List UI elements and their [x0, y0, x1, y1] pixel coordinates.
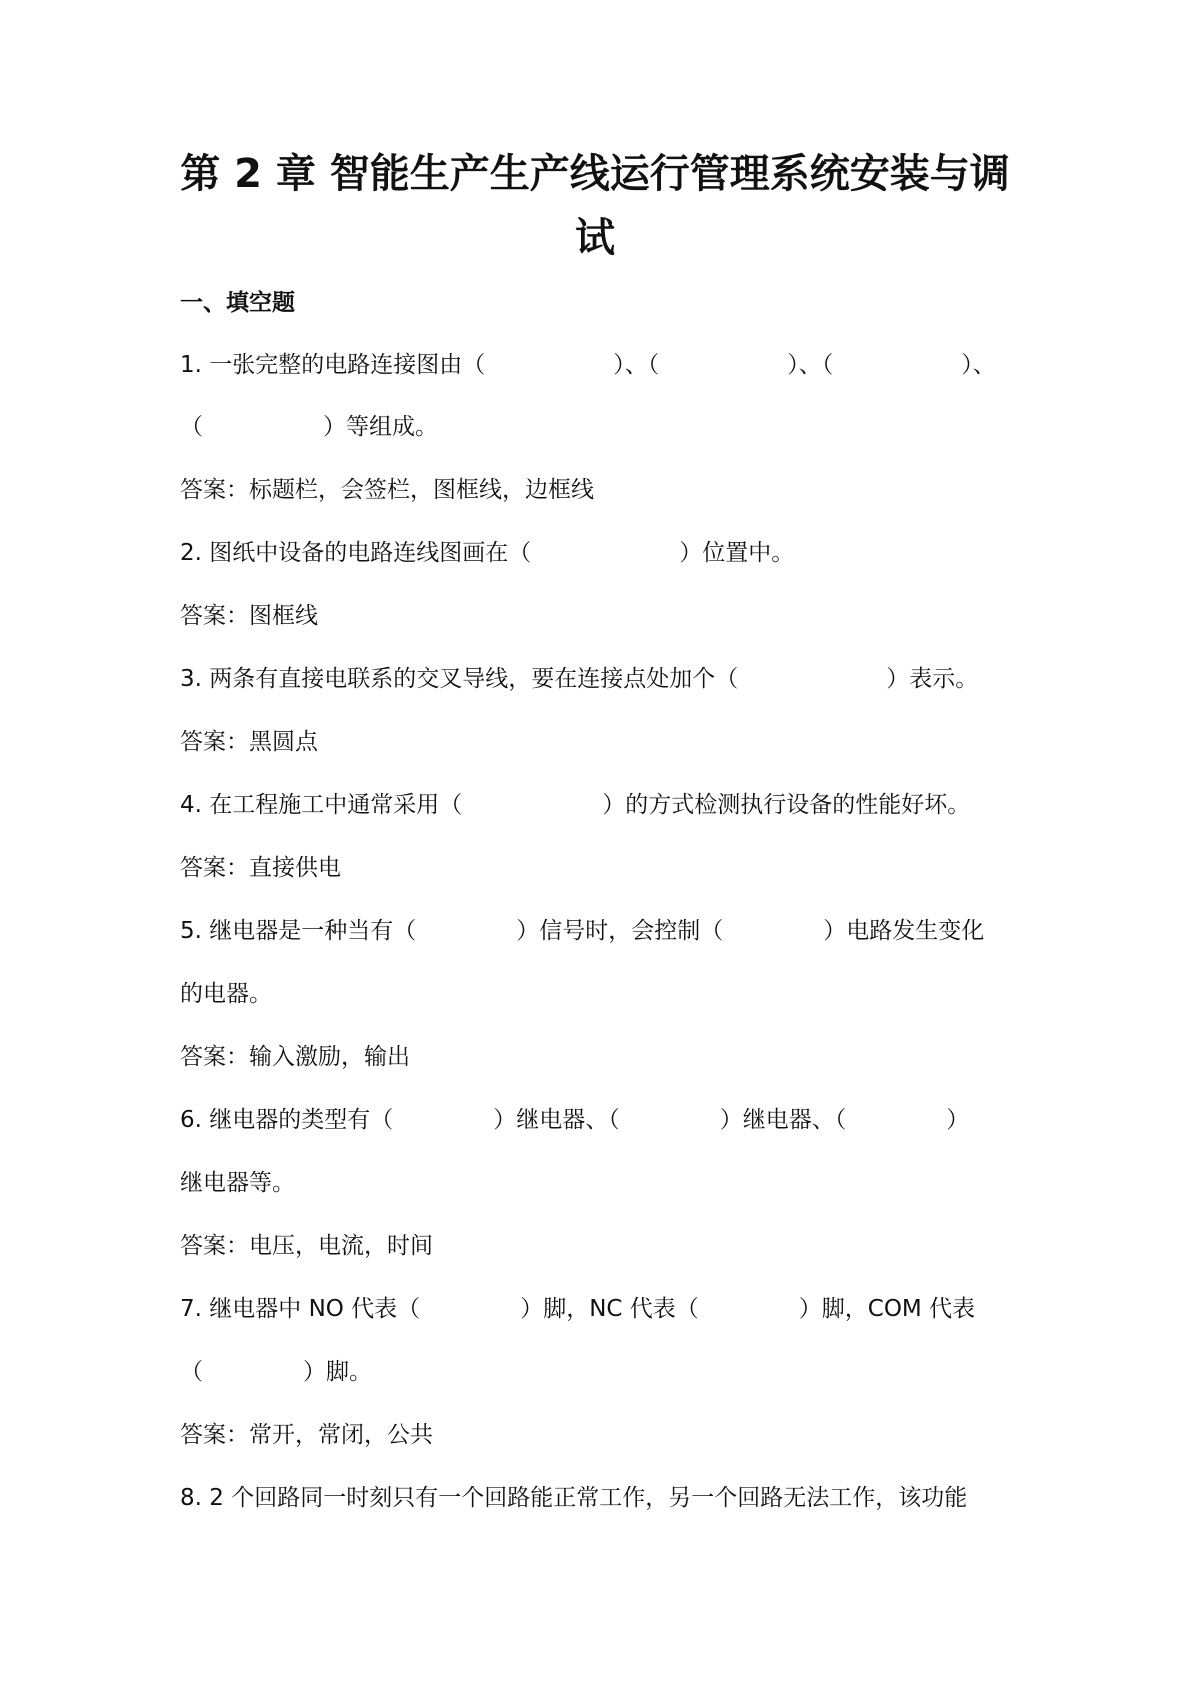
- answer-3: 答案：黑圆点: [180, 729, 318, 755]
- question-6-text-d: ）: [946, 1107, 970, 1133]
- answer-1: 答案：标题栏，会签栏，图框线，边框线: [180, 477, 594, 503]
- question-2-text-b: ）位置中。: [679, 540, 795, 566]
- question-4-text-a: 4. 在工程施工中通常采用（: [180, 792, 463, 818]
- question-7-text-c: ）脚，COM 代表: [798, 1296, 976, 1322]
- question-5-text-a: 5. 继电器是一种当有（: [180, 918, 417, 944]
- question-7-text-d: （: [180, 1359, 203, 1385]
- question-5-line-1: [180, 914, 1020, 948]
- question-6-text-c: ）继电器、（: [719, 1107, 847, 1133]
- answer-7: 答案：常开，常闭，公共: [180, 1422, 433, 1448]
- question-7-line-1: [180, 1292, 1020, 1326]
- question-7-text-e: ）脚。: [303, 1359, 372, 1385]
- question-5-text-b: ）信号时，会控制（: [516, 918, 724, 944]
- question-1-text-a: 1. 一张完整的电路连接图由（: [180, 352, 486, 378]
- question-4: [180, 788, 1020, 822]
- question-5-line-2: 的电器。: [180, 981, 272, 1007]
- question-1-text-d: ）、: [961, 352, 996, 378]
- question-2: [180, 536, 1020, 570]
- question-1-text-c: ）、（: [787, 352, 834, 378]
- question-1-text-b: ）、（: [613, 352, 660, 378]
- question-7-text-b: ）脚，NC 代表（: [520, 1296, 699, 1322]
- question-7-line-2: [180, 1355, 1020, 1389]
- chapter-title-line-2: 试: [575, 215, 615, 261]
- question-5-text-c: ）电路发生变化: [823, 918, 985, 944]
- section-heading: 一、填空题: [180, 290, 295, 316]
- answer-6: 答案：电压，电流，时间: [180, 1233, 433, 1259]
- answer-5: 答案：输入激励，输出: [180, 1044, 410, 1070]
- answer-4: 答案：直接供电: [180, 855, 341, 881]
- answer-2: 答案：图框线: [180, 603, 318, 629]
- question-3: [180, 662, 1020, 696]
- question-3-text-b: ）表示。: [886, 666, 979, 692]
- question-1-text-f: ）等组成。: [323, 414, 438, 440]
- question-4-text-b: ）的方式检测执行设备的性能好坏。: [602, 792, 971, 818]
- question-6-text-a: 6. 继电器的类型有（: [180, 1107, 394, 1133]
- question-1-line-2: [180, 410, 1020, 444]
- question-1-text-e: （: [180, 414, 203, 440]
- question-6-line-1: [180, 1103, 1020, 1137]
- question-8-line-1: 8. 2 个回路同一时刻只有一个回路能正常工作，另一个回路无法工作，该功能: [180, 1485, 968, 1511]
- question-7-text-a: 7. 继电器中 NO 代表（: [180, 1296, 421, 1322]
- question-2-text-a: 2. 图纸中设备的电路连线图画在（: [180, 540, 532, 566]
- question-3-text-a: 3. 两条有直接电联系的交叉导线，要在连接点处加个（: [180, 666, 739, 692]
- question-1-line-1: [180, 348, 1020, 382]
- question-6-line-2: 继电器等。: [180, 1170, 295, 1196]
- question-6-text-b: ）继电器、（: [493, 1107, 620, 1133]
- chapter-title-line-1: 第 2 章 智能生产生产线运行管理系统安装与调: [180, 151, 1010, 197]
